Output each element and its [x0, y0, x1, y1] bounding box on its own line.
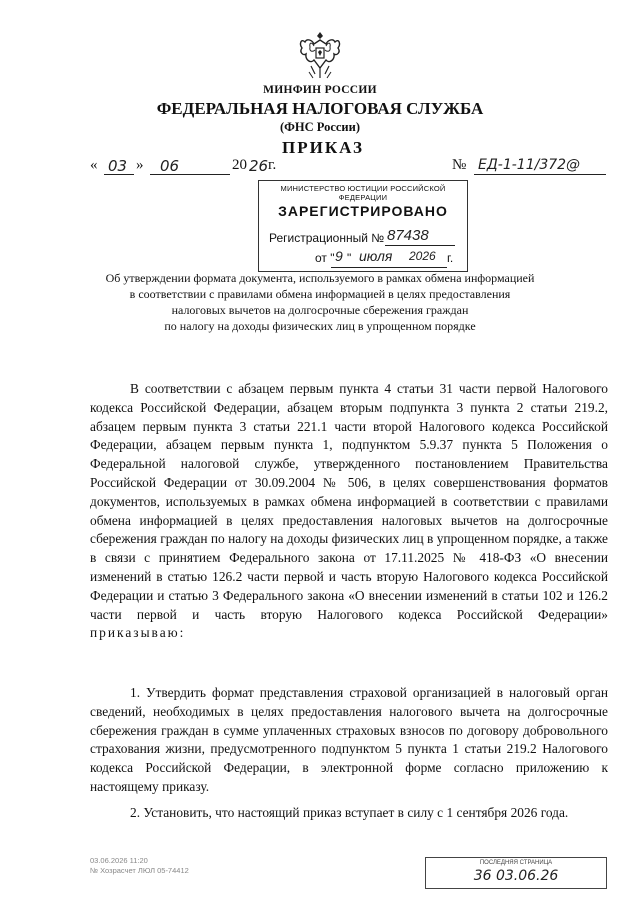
stamp-date-suffix: г. — [447, 251, 454, 265]
stamp-ministry: МИНИСТЕРСТВО ЮСТИЦИИ РОССИЙСКОЙ ФЕДЕРАЦИИ — [280, 184, 446, 202]
stamp-number-label: Регистрационный № — [269, 231, 385, 245]
order-item-2-text: 2. Установить, что настоящий приказ вступает в силу с 1 сентября 2026 года. — [130, 805, 569, 820]
footer-stamp — [425, 857, 607, 889]
coat-of-arms-icon — [297, 28, 343, 82]
service-short-name: (ФНС России) — [279, 120, 360, 134]
order-verb: приказываю: — [90, 625, 186, 641]
stamp-date-month: июля — [359, 248, 393, 264]
order-heading: ПРИКАЗ — [282, 138, 364, 157]
order-title-line-4: по налогу на доходы физических лиц в упрощенном порядке — [164, 319, 476, 333]
stamp-date-sep: " — [347, 251, 352, 265]
footer-stamp-handwritten: 36 03.06.26 — [473, 868, 559, 884]
order-item-2 — [90, 804, 608, 823]
date-month: 06 — [160, 157, 180, 175]
footer-meta — [90, 856, 189, 876]
order-item-1 — [90, 684, 608, 797]
stamp-number-value: 87438 — [387, 227, 429, 244]
ministry-name: МИНФИН РОССИИ — [263, 84, 377, 96]
order-title-line-1: Об утверждении формата документа, используемого в рамках обмена информацией — [105, 271, 535, 285]
number-sign: № — [452, 157, 467, 173]
stamp-date-year: 2026 — [409, 249, 436, 263]
order-title-line-2: в соответствии с правилами обмена информацией в целях предоставления — [129, 287, 511, 301]
date-year-suffix: 26 — [249, 157, 269, 175]
registration-stamp — [258, 180, 468, 272]
footer-stamp-text: ПОСЛЕДНЯЯ СТРАНИЦА — [479, 860, 553, 866]
date-year-abbr: г. — [268, 157, 277, 173]
service-name: ФЕДЕРАЛЬНАЯ НАЛОГОВАЯ СЛУЖБА — [156, 99, 484, 118]
order-title-line-3: налоговых вычетов на долгосрочные сбережения граждан — [171, 303, 469, 317]
date-close-quote: » — [136, 157, 144, 173]
date-open-quote: « — [90, 157, 98, 173]
date-day: 03 — [108, 157, 128, 175]
stamp-date-day: 9 — [335, 248, 343, 264]
stamp-title: ЗАРЕГИСТРИРОВАНО — [278, 203, 448, 219]
order-preamble — [90, 380, 608, 643]
footer-meta-line-1: 03.06.2026 11:20 — [90, 856, 148, 865]
order-item-1-text: 1. Утвердить формат представления страховой организацией в налоговый орган сведений, необходимых в целях предоставления налогового вычета на долгосрочные сбережения граждан в сумме уплаченных страховых взносов по договору добровольного страхования жизни, предусмотренного подпунктом 5 пункта 1 статьи 219.2 Налогового кодекса Российской Федерации, в электронной форме согласно приложению к настоящему приказу. — [90, 685, 608, 794]
stamp-date-prefix: от " — [315, 251, 335, 265]
order-number: ЕД-1-11/372@ — [478, 157, 581, 173]
preamble-text: В соответствии с абзацем первым пункта 4 статьи 31 части первой Налогового кодекса Российской Федерации, абзацем вторым подпункта 3 пункта 2 статьи 219.2, абзацем первым пункта 3 статьи 221.1 части второй Налогового кодекса Российской Федерации, абзацем первым пункта 1, подпунктом 5.9.37 пункта 5 Положения о Федеральной налоговой службе, утвержденного постановлением Правительства Российской Федерации от 30.09.2004 № 506, в целях совершенствования форматов документов, используемых в рамках обмена информацией в соответствии с правилами обмена информацией в целях предоставления налоговых вычетов на долгосрочные сбережения граждан по налогу на доходы физических лиц в упрощенном порядке, а также в связи с принятием Федерального закона от 17.11.2025 № 418-ФЗ «О внесении изменений в статью 126.2 части первой и часть вторую Налогового кодекса Российской Федерации и статью 3 Федерального закона «О внесении изменений в статьи 102 и 126.2 части первой и часть вторую Налогового кодекса Российской Федерации» — [90, 381, 608, 622]
footer-meta-line-2: № Хозрасчет ЛЮЛ 05-74412 — [90, 866, 189, 875]
date-year-prefix: 20 — [232, 157, 247, 173]
order-title — [100, 270, 540, 334]
